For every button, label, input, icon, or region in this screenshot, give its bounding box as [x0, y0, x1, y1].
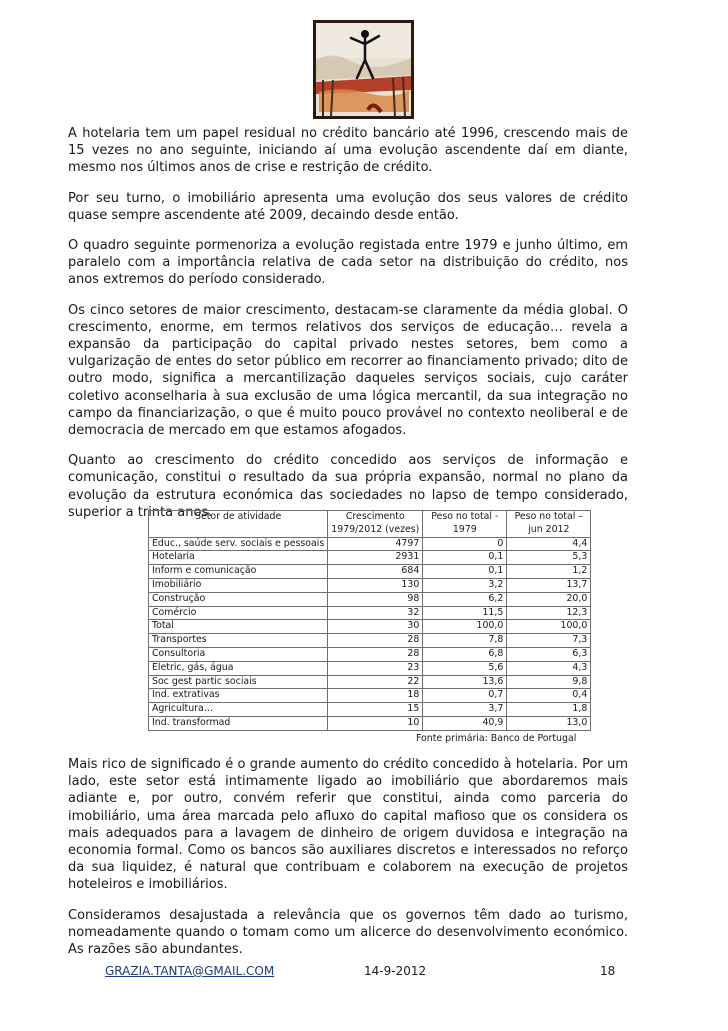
credit-by-sector-table: [148, 510, 591, 731]
table-cell: 5,6: [423, 661, 507, 675]
table-row: [149, 537, 591, 551]
table-cell: 4,4: [507, 537, 591, 551]
table-cell: Imobiliário: [149, 578, 328, 592]
table-cell: 0: [423, 537, 507, 551]
table-cell: Ind. transformad: [149, 716, 328, 730]
table-row: [149, 620, 591, 634]
body-text-bottom: [68, 756, 628, 971]
table-cell: 100,0: [507, 620, 591, 634]
footer-email-link[interactable]: GRAZIA.TANTA@GMAIL.COM: [105, 964, 275, 978]
footer-date: 14-9-2012: [364, 964, 427, 978]
table-cell: 6,2: [423, 592, 507, 606]
table-row: [149, 565, 591, 579]
table-cell: 3,7: [423, 703, 507, 717]
table-cell: 12,3: [507, 606, 591, 620]
table-cell: Educ., saúde serv. sociais e pessoais: [149, 537, 328, 551]
table-cell: Hotelaria: [149, 551, 328, 565]
table-cell: 28: [328, 634, 423, 648]
table-source-note: Fonte primária: Banco de Portugal: [416, 733, 577, 744]
table-cell: 7,8: [423, 634, 507, 648]
table-cell: 6,8: [423, 647, 507, 661]
table-cell: 22: [328, 675, 423, 689]
table-cell: 0,1: [423, 565, 507, 579]
header-logo-image: [313, 20, 414, 119]
table-row: [149, 592, 591, 606]
table-cell: Inform e comunicação: [149, 565, 328, 579]
table-cell: 98: [328, 592, 423, 606]
table-cell: 3,2: [423, 578, 507, 592]
paragraph: O quadro seguinte pormenoriza a evolução registada entre 1979 e junho último, em paralelo com a importância relativa de cada setor na distribuição do crédito, nos anos extremos do período considerado.: [68, 238, 628, 288]
table-cell: 32: [328, 606, 423, 620]
table-cell: 2931: [328, 551, 423, 565]
table-cell: 7,3: [507, 634, 591, 648]
table-cell: Eletric, gás, água: [149, 661, 328, 675]
paragraph: Por seu turno, o imobiliário apresenta uma evolução dos seus valores de crédito quase sempre ascendente até 2009, decaindo desde então.: [68, 190, 628, 223]
table-row: [149, 716, 591, 730]
table-cell: 6,3: [507, 647, 591, 661]
table-cell: 0,4: [507, 689, 591, 703]
table-cell: 40,9: [423, 716, 507, 730]
table-row: [149, 703, 591, 717]
table-cell: Agricultura…: [149, 703, 328, 717]
paragraph: A hotelaria tem um papel residual no crédito bancário até 1996, crescendo mais de 15 vezes no ano seguinte, iniciando aí uma evolução ascendente daí em diante, mesmo nos últimos anos de crise e restrição de crédito.: [68, 126, 628, 176]
table-cell: 13,6: [423, 675, 507, 689]
table-cell: Comércio: [149, 606, 328, 620]
paragraph: Quanto ao crescimento do crédito concedido aos serviços de informação e comunicação, constitui o resultado da sua própria expansão, normal no plano da evolução da estrutura económica das sociedades no lapso de tempo considerado, superior a trinta anos.: [68, 453, 628, 520]
table-cell: 13,7: [507, 578, 591, 592]
table-header-row: [149, 511, 591, 538]
table-cell: 684: [328, 565, 423, 579]
table-row: [149, 675, 591, 689]
paragraph: Os cinco setores de maior crescimento, destacam-se claramente da média global. O crescimento, enorme, em termos relativos dos serviços de educação… revela a expansão da participação do capital privado nestes setores, bem como a vulgarização de entes do setor público em recorrer ao financiamento privado; dito de outro modo, significa a mercantilização daqueles serviços sociais, cujo caráter coletivo aconselharia à sua exclusão de uma lógica mercantil, da sua integração no campo da financiarização, o que é muito pouco provável no contexto neoliberal e de democracia de mercado em que estamos afogados.: [68, 302, 628, 439]
table-cell: 0,7: [423, 689, 507, 703]
table-cell: 1,2: [507, 565, 591, 579]
table-cell: 30: [328, 620, 423, 634]
table-cell: 15: [328, 703, 423, 717]
table-cell: 4797: [328, 537, 423, 551]
table-cell: 11,5: [423, 606, 507, 620]
table-row: [149, 578, 591, 592]
table-row: [149, 551, 591, 565]
table-cell: 9,8: [507, 675, 591, 689]
table-cell: 0,1: [423, 551, 507, 565]
table-row: [149, 606, 591, 620]
table-cell: 100,0: [423, 620, 507, 634]
table-cell: 10: [328, 716, 423, 730]
table-cell: 18: [328, 689, 423, 703]
table-row: [149, 647, 591, 661]
table-cell: 28: [328, 647, 423, 661]
table-cell: 20,0: [507, 592, 591, 606]
table-cell: Construção: [149, 592, 328, 606]
header-growth: Crescimento 1979/2012 (vezes): [328, 511, 423, 538]
table-row: [149, 661, 591, 675]
table-cell: Consultoria: [149, 647, 328, 661]
table-cell: 4,3: [507, 661, 591, 675]
header-weight-1979: Peso no total - 1979: [423, 511, 507, 538]
table-cell: 13,0: [507, 716, 591, 730]
paragraph: Mais rico de significado é o grande aumento do crédito concedido à hotelaria. Por um lado, este setor está intimamente ligado ao imobiliário que abordaremos mais adiante e, por outro, convém referir que constitui, ainda como parceria do imobiliário, uma área marcada pelo afluxo do capital mafioso que os considera os mais adequados para a lavagem de dinheiro de origem duvidosa e integração na economia formal. Como os bancos são auxiliares discretos e interessados no reforço da sua liquidez, é natural que contribuam e colaborem na execução de projetos hoteleiros e imobiliários.: [68, 757, 628, 893]
table-cell: 130: [328, 578, 423, 592]
table-row: [149, 634, 591, 648]
header-weight-2012: Peso no total – jun 2012: [507, 511, 591, 538]
footer-page-number: 18: [600, 964, 616, 978]
table-cell: Total: [149, 620, 328, 634]
table-cell: 23: [328, 661, 423, 675]
table-cell: 1,8: [507, 703, 591, 717]
table-cell: Ind. extrativas: [149, 689, 328, 703]
header-sector: Setor de atividade: [149, 511, 328, 538]
table-cell: Soc gest partic sociais: [149, 675, 328, 689]
table-cell: 5,3: [507, 551, 591, 565]
table-row: [149, 689, 591, 703]
table-cell: Transportes: [149, 634, 328, 648]
paragraph: Consideramos desajustada a relevância que os governos têm dado ao turismo, nomeadamente quando o tomam como um alicerce do desenvolvimento económico. As razões são abundantes.: [68, 907, 628, 958]
body-text-top: [68, 125, 628, 534]
